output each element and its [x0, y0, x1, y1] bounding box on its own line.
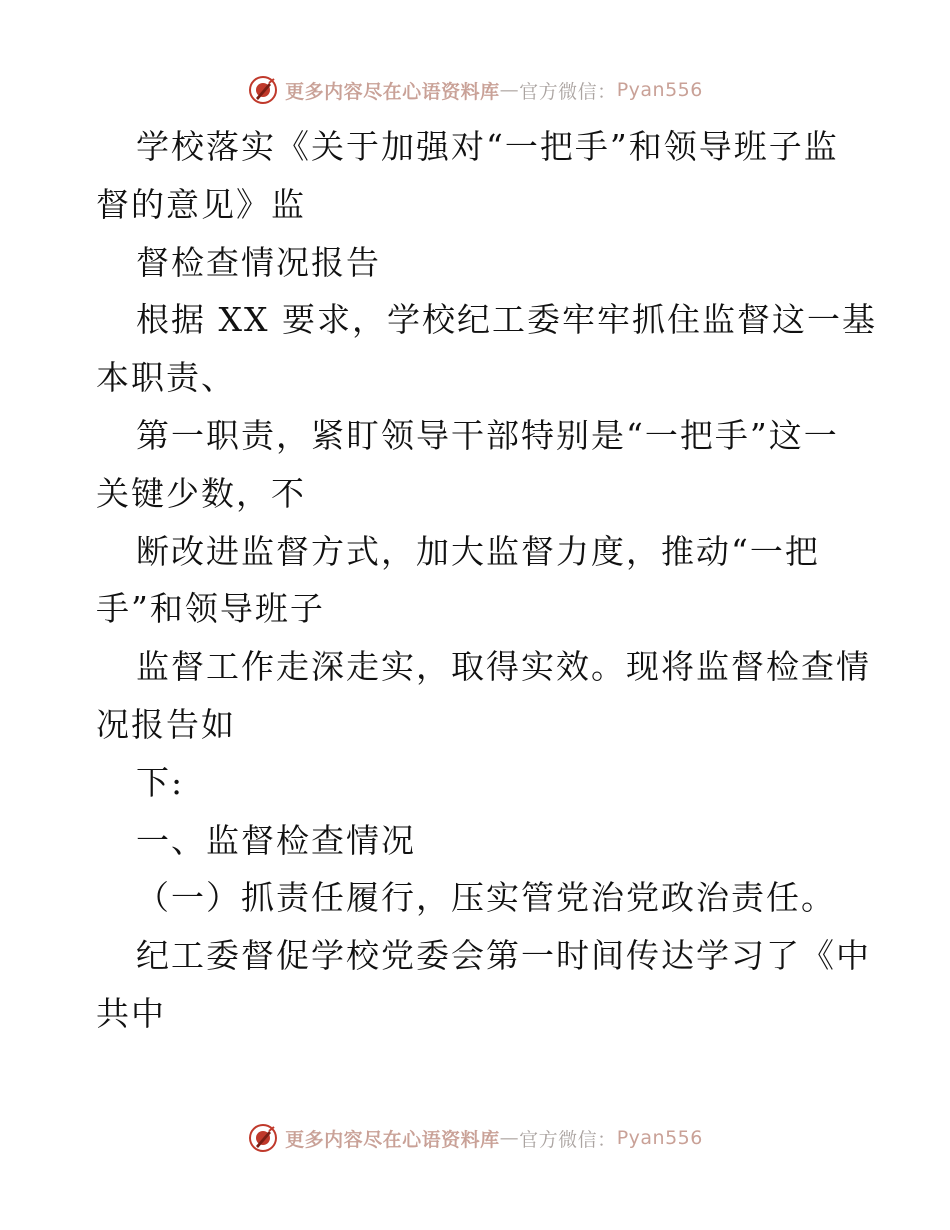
paragraph-line: 况报告如: [96, 704, 236, 744]
watermark-header: [0, 70, 950, 110]
paragraph-line: 第一职责，紧盯领导干部特别是“一把手”这一: [136, 415, 839, 455]
paragraph-line: 共中: [96, 993, 166, 1033]
paragraph-line: 断改进监督方式，加大监督力度，推动“一把: [136, 531, 820, 571]
paragraph-line: 纪工委督促学校党委会第一时间传达学习了《中: [136, 936, 871, 976]
quill-emblem-icon: [247, 1122, 279, 1154]
watermark-brand: 更多内容尽在心语资料库: [285, 80, 500, 103]
paragraph-line: 下:: [136, 762, 185, 802]
section-heading: 一、监督检查情况: [136, 820, 416, 860]
title-line-1: 学校落实《关于加强对“一把手”和领导班子监: [136, 127, 839, 166]
watermark-wechat-id: Pyan556: [616, 79, 703, 101]
watermark-brand: 更多内容尽在心语资料库: [285, 1128, 500, 1151]
title-line-2: 督的意见》监: [96, 184, 306, 224]
paragraph-line: 监督工作走深走实，取得实效。现将监督检查情: [136, 647, 871, 687]
watermark-wechat-label: 官方微信：: [519, 1128, 617, 1151]
watermark-wechat-label: 官方微信：: [519, 80, 617, 103]
paragraph-line: 根据 XX 要求，学校纪工委牢牢抓住监督这一基: [136, 300, 877, 340]
paragraph-line: 本职责、: [96, 358, 236, 398]
quill-emblem-icon: [247, 74, 279, 106]
subsection-heading: （一）抓责任履行，压实管党治党政治责任。: [136, 878, 836, 918]
watermark-separator: —: [499, 79, 520, 101]
paragraph-line: 关键少数，不: [96, 473, 306, 513]
document-body: [96, 118, 877, 1043]
title-line-3: 督检查情况报告: [136, 242, 381, 282]
watermark-wechat-id: Pyan556: [616, 1127, 703, 1149]
watermark-footer: [0, 1118, 950, 1158]
watermark-separator: —: [499, 1127, 520, 1149]
paragraph-line: 手”和领导班子: [96, 589, 325, 629]
